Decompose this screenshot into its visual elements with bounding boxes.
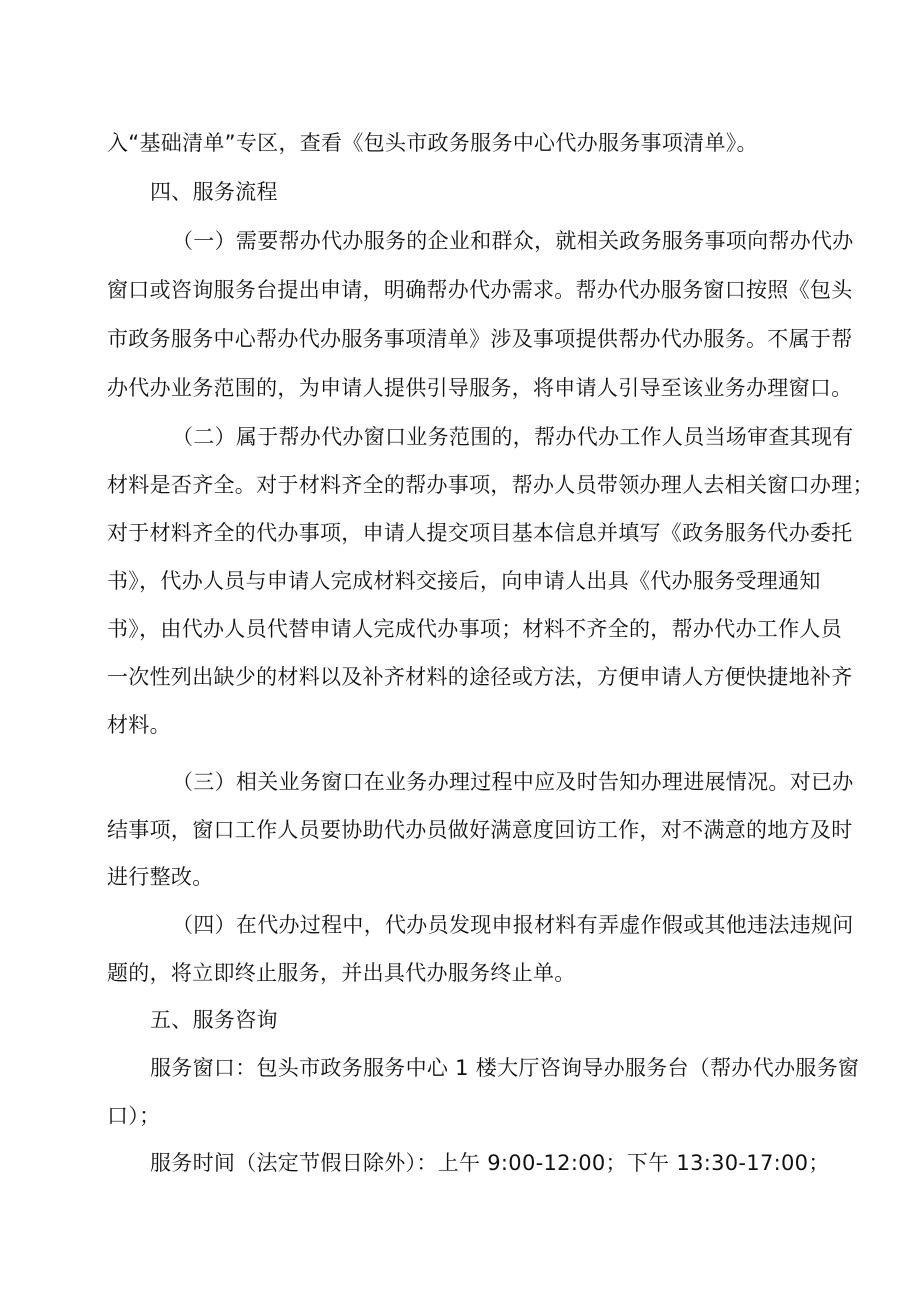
text-line-9: 对于材料齐全的代办事项，申请人提交项目基本信息并填写《政务服务代办委托 — [107, 521, 853, 545]
text-line-14: （三）相关业务窗口在业务办理过程中应及时告知办理进展情况。对已办 — [172, 770, 854, 794]
text-line-15: 结事项，窗口工作人员要协助代办员做好满意度回访工作，对不满意的地方及时 — [107, 818, 853, 842]
text-line-16: 进行整改。 — [107, 865, 214, 889]
text-line-6: 办代办业务范围的，为申请人提供引导服务，将申请人引导至该业务办理窗口。 — [107, 376, 853, 400]
text-line-20: 服务窗口：包头市政务服务中心 1 楼大厅咨询导办服务台（帮办代办服务窗 — [150, 1056, 860, 1080]
text-line-4: 窗口或咨询服务台提出申请，明确帮办代办需求。帮办代办服务窗口按照《包头 — [107, 278, 853, 302]
text-line-17: （四）在代办过程中，代办员发现申报材料有弄虚作假或其他违法违规问 — [172, 913, 854, 937]
text-line-22: 服务时间（法定节假日除外）：上午 9:00-12:00；下午 13:30-17:00； — [150, 1151, 830, 1175]
text-line-13: 材料。 — [107, 713, 171, 737]
text-line-5: 市政务服务中心帮办代办服务事项清单》涉及事项提供帮办代办服务。不属于帮 — [107, 327, 853, 351]
text-line-8: 材料是否齐全。对于材料齐全的帮办事项，帮办人员带领办理人去相关窗口办理； — [107, 473, 874, 497]
text-line-11: 书》，由代办人员代替申请人完成代办事项；材料不齐全的，帮办代办工作人员 — [107, 617, 842, 641]
text-line-21: 口）； — [107, 1104, 161, 1128]
text-line-18: 题的，将立即终止服务，并出具代办服务终止单。 — [107, 961, 576, 985]
text-line-3: （一）需要帮办代办服务的企业和群众，就相关政务服务事项向帮办代办 — [172, 229, 854, 253]
section-heading-4: 四、服务流程 — [150, 180, 278, 204]
text-line-12: 一次性列出缺少的材料以及补齐材料的途径或方法，方便申请人方便快捷地补齐 — [107, 665, 853, 689]
text-line-7: （二）属于帮办代办窗口业务范围的，帮办代办工作人员当场审查其现有 — [172, 425, 854, 449]
section-heading-5: 五、服务咨询 — [150, 1008, 278, 1032]
text-line-1: 入“基础清单”专区，查看《包头市政务服务中心代办服务事项清单》。 — [107, 131, 758, 155]
text-line-10: 书》，代办人员与申请人完成材料交接后，向申请人出具《代办服务受理通知 — [107, 569, 821, 593]
